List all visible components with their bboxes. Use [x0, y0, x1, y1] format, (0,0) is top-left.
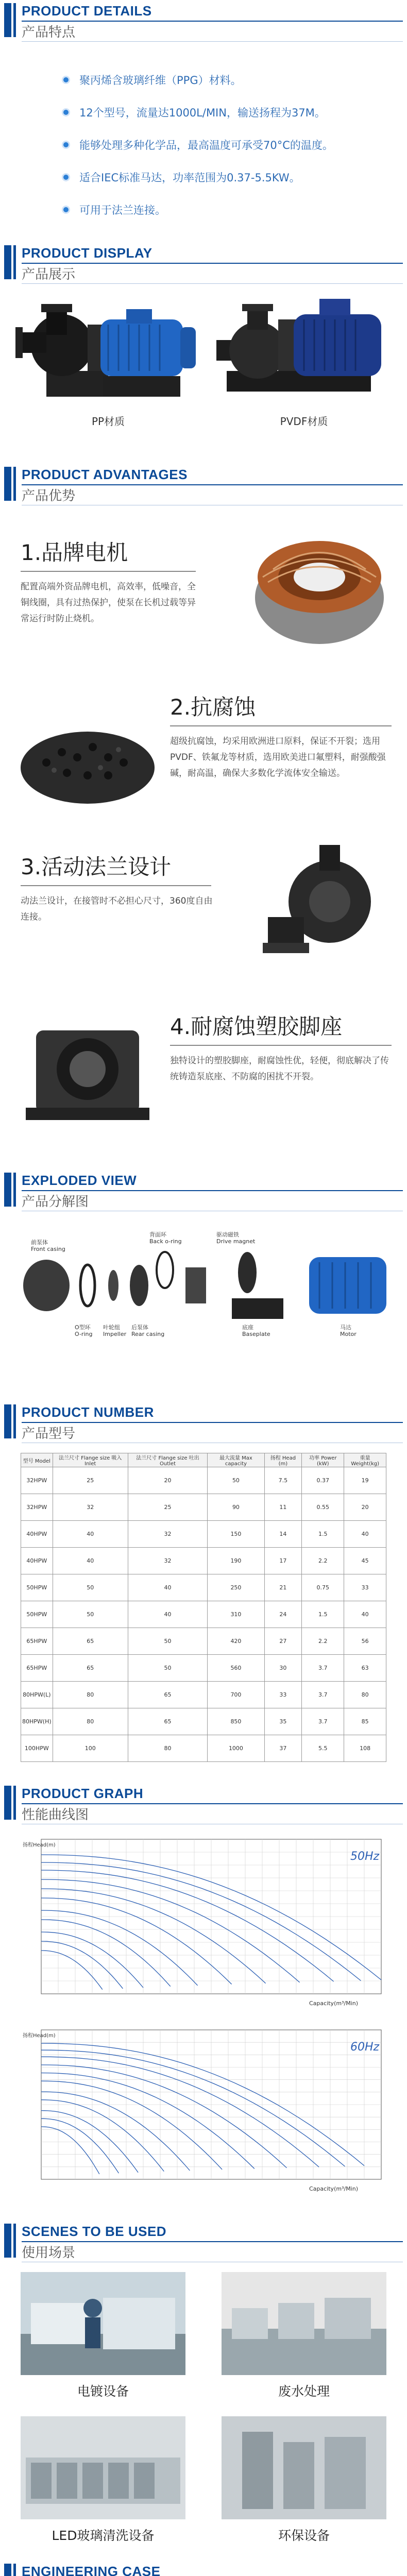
scene-caption: 废水处理 — [278, 2384, 330, 2399]
table-cell: 2.2 — [302, 1628, 344, 1655]
spec-header-cell: 法兰尺寸 Flange size 吸入 Inlet — [53, 1453, 128, 1467]
table-cell: 1.5 — [302, 1601, 344, 1628]
table-cell: 80HPW(L) — [21, 1682, 53, 1708]
display-header — [4, 242, 403, 289]
advantages-title-en: PRODUCT ADVANTAGES — [22, 467, 188, 482]
table-cell: 40 — [344, 1521, 386, 1548]
svg-text:Motor: Motor — [340, 1331, 357, 1337]
x-axis-label: Capacity(m³/Min) — [309, 2000, 359, 2007]
table-row — [21, 1682, 386, 1708]
label-drive-magnet: 驱动磁铁 — [216, 1231, 239, 1238]
adv-2-title: 2.抗腐蚀 — [170, 694, 256, 720]
table-cell: 45 — [344, 1548, 386, 1574]
table-cell: 0.55 — [302, 1494, 344, 1521]
table-cell: 65 — [128, 1682, 207, 1708]
bullet-icon — [62, 108, 70, 116]
table-cell: 100HPW — [21, 1735, 53, 1762]
table-row — [21, 1467, 386, 1494]
scene-photo-led — [21, 2416, 185, 2519]
table-cell: 56 — [344, 1628, 386, 1655]
table-row — [21, 1548, 386, 1574]
adv-3-title: 3.活动法兰设计 — [21, 854, 172, 879]
table-cell: 80 — [53, 1682, 128, 1708]
table-cell: 33 — [264, 1682, 302, 1708]
svg-text:Front casing: Front casing — [31, 1246, 65, 1252]
table-cell: 0.37 — [302, 1467, 344, 1494]
table-cell: 63 — [344, 1655, 386, 1682]
table-cell: 1000 — [208, 1735, 264, 1762]
table-cell: 65 — [53, 1655, 128, 1682]
pvdf-pump-image — [216, 289, 392, 412]
table-cell: 80HPW(H) — [21, 1708, 53, 1735]
svg-text:Drive magnet: Drive magnet — [216, 1238, 256, 1245]
table-cell: 108 — [344, 1735, 386, 1762]
table-cell: 190 — [208, 1548, 264, 1574]
graph-header — [4, 1783, 403, 1829]
graph-title-en: PRODUCT GRAPH — [22, 1786, 144, 1801]
adv-3-body: 动法兰设计，在接管时不必担心尺寸，360度自由连接。 — [21, 896, 213, 922]
granules-image — [15, 685, 160, 814]
adv-4-title: 4.耐腐蚀塑胶脚座 — [170, 1014, 343, 1039]
cases-title-en: ENGINEERING CASE — [22, 2564, 161, 2576]
table-cell: 25 — [128, 1494, 207, 1521]
table-cell: 65HPW — [21, 1655, 53, 1682]
table-cell: 90 — [208, 1494, 264, 1521]
spec-header-cell: 法兰尺寸 Flange size 吐出 Outlet — [128, 1453, 207, 1467]
feature-item: 12个型号，流量达1000L/MIN，输送扬程为37M。 — [62, 105, 326, 120]
feature-item: 适合IEC标准马达，功率范围为0.37-5.5KW。 — [62, 170, 300, 185]
table-cell: 80 — [53, 1708, 128, 1735]
svg-text:O-ring: O-ring — [75, 1331, 93, 1337]
table-cell: 100 — [53, 1735, 128, 1762]
table-cell: 20 — [344, 1494, 386, 1521]
chart-title: 60Hz — [350, 2041, 380, 2054]
table-cell: 40HPW — [21, 1521, 53, 1548]
table-cell: 850 — [208, 1708, 264, 1735]
table-cell: 5.5 — [302, 1735, 344, 1762]
table-row — [21, 1735, 386, 1762]
table-cell: 30 — [264, 1655, 302, 1682]
scenes-header — [4, 2221, 403, 2267]
table-row — [21, 1708, 386, 1735]
y-axis-label: 扬程Head(m) — [23, 1842, 56, 1848]
table-cell: 25 — [53, 1467, 128, 1494]
table-cell: 40 — [128, 1574, 207, 1601]
scenes-title-zh: 使用场景 — [22, 2245, 76, 2261]
table-cell: 32 — [128, 1521, 207, 1548]
table-cell: 32HPW — [21, 1467, 53, 1494]
motor-stator-image — [242, 520, 397, 649]
y-axis-label: 扬程Head(m) — [23, 2033, 56, 2039]
table-cell: 50HPW — [21, 1574, 53, 1601]
scenes-title-en: SCENES TO BE USED — [22, 2224, 167, 2239]
table-cell: 40 — [53, 1521, 128, 1548]
exploded-diagram — [10, 1221, 397, 1355]
table-cell: 20 — [128, 1467, 207, 1494]
table-cell: 3.7 — [302, 1708, 344, 1735]
table-cell: 32 — [53, 1494, 128, 1521]
number-header — [4, 1401, 403, 1448]
table-cell: 50 — [53, 1601, 128, 1628]
scene-photo-plating — [21, 2272, 185, 2375]
table-cell: 150 — [208, 1521, 264, 1548]
table-cell: 50 — [128, 1655, 207, 1682]
table-cell: 37 — [264, 1735, 302, 1762]
table-cell: 700 — [208, 1682, 264, 1708]
adv-1-title: 1.品牌电机 — [21, 540, 128, 565]
table-cell: 65 — [128, 1708, 207, 1735]
bullet-icon — [62, 76, 70, 84]
label-motor: 马达 — [340, 1324, 351, 1331]
scene-caption: 电镀设备 — [77, 2384, 129, 2399]
table-cell: 24 — [264, 1601, 302, 1628]
table-cell: 40 — [344, 1601, 386, 1628]
table-cell: 310 — [208, 1601, 264, 1628]
flange-image — [252, 840, 397, 969]
table-cell: 3.7 — [302, 1682, 344, 1708]
table-cell: 3.7 — [302, 1655, 344, 1682]
table-cell: 50 — [128, 1628, 207, 1655]
chart-title: 50Hz — [350, 1850, 380, 1863]
table-cell: 11 — [264, 1494, 302, 1521]
label-impeller: 叶轮组 — [103, 1324, 120, 1331]
adv-2-body: 超级抗腐蚀，均采用欧洲进口原料，保证不开裂；选用PVDF、铁氟龙等材质，选用欧美进口氟塑料，耐强酸强碱，耐高温，确保大多数化学流体安全输送。 — [170, 736, 386, 778]
table-cell: 250 — [208, 1574, 264, 1601]
number-title-zh: 产品型号 — [22, 1426, 76, 1442]
x-axis-label: Capacity(m³/Min) — [309, 2185, 359, 2192]
spec-table — [21, 1453, 386, 1762]
table-cell: 32 — [128, 1548, 207, 1574]
table-cell: 50 — [208, 1467, 264, 1494]
table-row — [21, 1521, 386, 1548]
pp-caption: PP材质 — [91, 415, 125, 428]
label-front-casing: 前泵体 — [31, 1239, 48, 1246]
label-rear-casing: 后泵体 — [131, 1324, 148, 1331]
table-cell: 1.5 — [302, 1521, 344, 1548]
spec-header-cell: 扬程 Head (m) — [264, 1453, 302, 1467]
svg-text:Back o-ring: Back o-ring — [149, 1238, 182, 1245]
table-cell: 21 — [264, 1574, 302, 1601]
pvdf-caption: PVDF材质 — [280, 415, 328, 428]
table-row — [21, 1655, 386, 1682]
table-row — [21, 1628, 386, 1655]
table-cell: 65 — [53, 1628, 128, 1655]
table-cell: 14 — [264, 1521, 302, 1548]
table-cell: 40HPW — [21, 1548, 53, 1574]
table-cell: 0.75 — [302, 1574, 344, 1601]
feature-item: 能够处理多种化学品，最高温度可承受70°C的温度。 — [62, 137, 333, 152]
table-cell: 7.5 — [264, 1467, 302, 1494]
scene-photo-environment — [222, 2416, 386, 2519]
table-cell: 32HPW — [21, 1494, 53, 1521]
cases-header — [4, 2561, 403, 2576]
label-back-oring: 背面环 — [149, 1231, 166, 1238]
svg-text:Rear casing: Rear casing — [131, 1331, 165, 1337]
svg-text:Impeller: Impeller — [103, 1331, 127, 1337]
spec-header-cell: 功率 Power (kW) — [302, 1453, 344, 1467]
table-row — [21, 1574, 386, 1601]
table-cell: 50 — [53, 1574, 128, 1601]
exploded-header — [4, 1170, 403, 1216]
table-row — [21, 1601, 386, 1628]
table-cell: 65HPW — [21, 1628, 53, 1655]
base-image — [15, 1005, 160, 1133]
table-cell: 80 — [128, 1735, 207, 1762]
table-cell: 40 — [53, 1548, 128, 1574]
scene-photo-wastewater — [222, 2272, 386, 2375]
table-cell: 19 — [344, 1467, 386, 1494]
number-title-en: PRODUCT NUMBER — [22, 1404, 154, 1420]
bullet-icon — [62, 173, 70, 181]
spec-header-cell: 重量 Weight(kg) — [344, 1453, 386, 1467]
exploded-title-zh: 产品分解图 — [22, 1194, 89, 1210]
svg-text:Baseplate: Baseplate — [242, 1331, 270, 1337]
table-cell: 2.2 — [302, 1548, 344, 1574]
table-cell: 40 — [128, 1601, 207, 1628]
table-cell: 35 — [264, 1708, 302, 1735]
table-cell: 27 — [264, 1628, 302, 1655]
advantages-header — [4, 464, 403, 510]
bullet-icon — [62, 141, 70, 149]
adv-1-body: 配置高端外资品牌电机，高效率，低噪音，全铜线圈，具有过热保护，使泵在长机过载等异常运行时防止烧机。 — [21, 582, 196, 624]
table-cell: 17 — [264, 1548, 302, 1574]
table-cell: 50HPW — [21, 1601, 53, 1628]
display-title-zh: 产品展示 — [22, 267, 76, 282]
advantages-title-zh: 产品优势 — [22, 488, 76, 504]
details-header — [4, 0, 403, 46]
performance-chart-50hz — [21, 1834, 386, 2009]
exploded-title-en: EXPLODED VIEW — [22, 1173, 137, 1188]
details-title-zh: 产品特点 — [22, 25, 76, 40]
table-cell: 33 — [344, 1574, 386, 1601]
spec-header-cell: 最大流量 Max capacity — [208, 1453, 264, 1467]
display-title-en: PRODUCT DISPLAY — [22, 245, 152, 261]
table-cell: 80 — [344, 1682, 386, 1708]
details-title-en: PRODUCT DETAILS — [22, 3, 152, 19]
bullet-icon — [62, 206, 70, 214]
feature-item: 聚丙烯含玻璃纤维（PPG）材料。 — [62, 72, 242, 88]
scene-caption: LED玻璃清洗设备 — [52, 2528, 155, 2543]
spec-header-cell: 型号 Model — [21, 1453, 53, 1467]
scene-caption: 环保设备 — [278, 2528, 330, 2543]
label-oring: O型环 — [75, 1324, 91, 1331]
table-cell: 420 — [208, 1628, 264, 1655]
label-baseplate: 底座 — [242, 1324, 253, 1331]
table-cell: 560 — [208, 1655, 264, 1682]
feature-item: 可用于法兰连接。 — [62, 202, 166, 217]
pp-pump-image — [15, 294, 201, 412]
performance-chart-60hz — [21, 2025, 386, 2195]
table-cell: 85 — [344, 1708, 386, 1735]
adv-4-body: 独特设计的塑胶脚座，耐腐蚀性优，轻便，彻底解决了传统铸造泵底座、不防腐的困扰不开裂。 — [170, 1056, 389, 1082]
graph-title-zh: 性能曲线图 — [22, 1807, 89, 1823]
table-row — [21, 1494, 386, 1521]
